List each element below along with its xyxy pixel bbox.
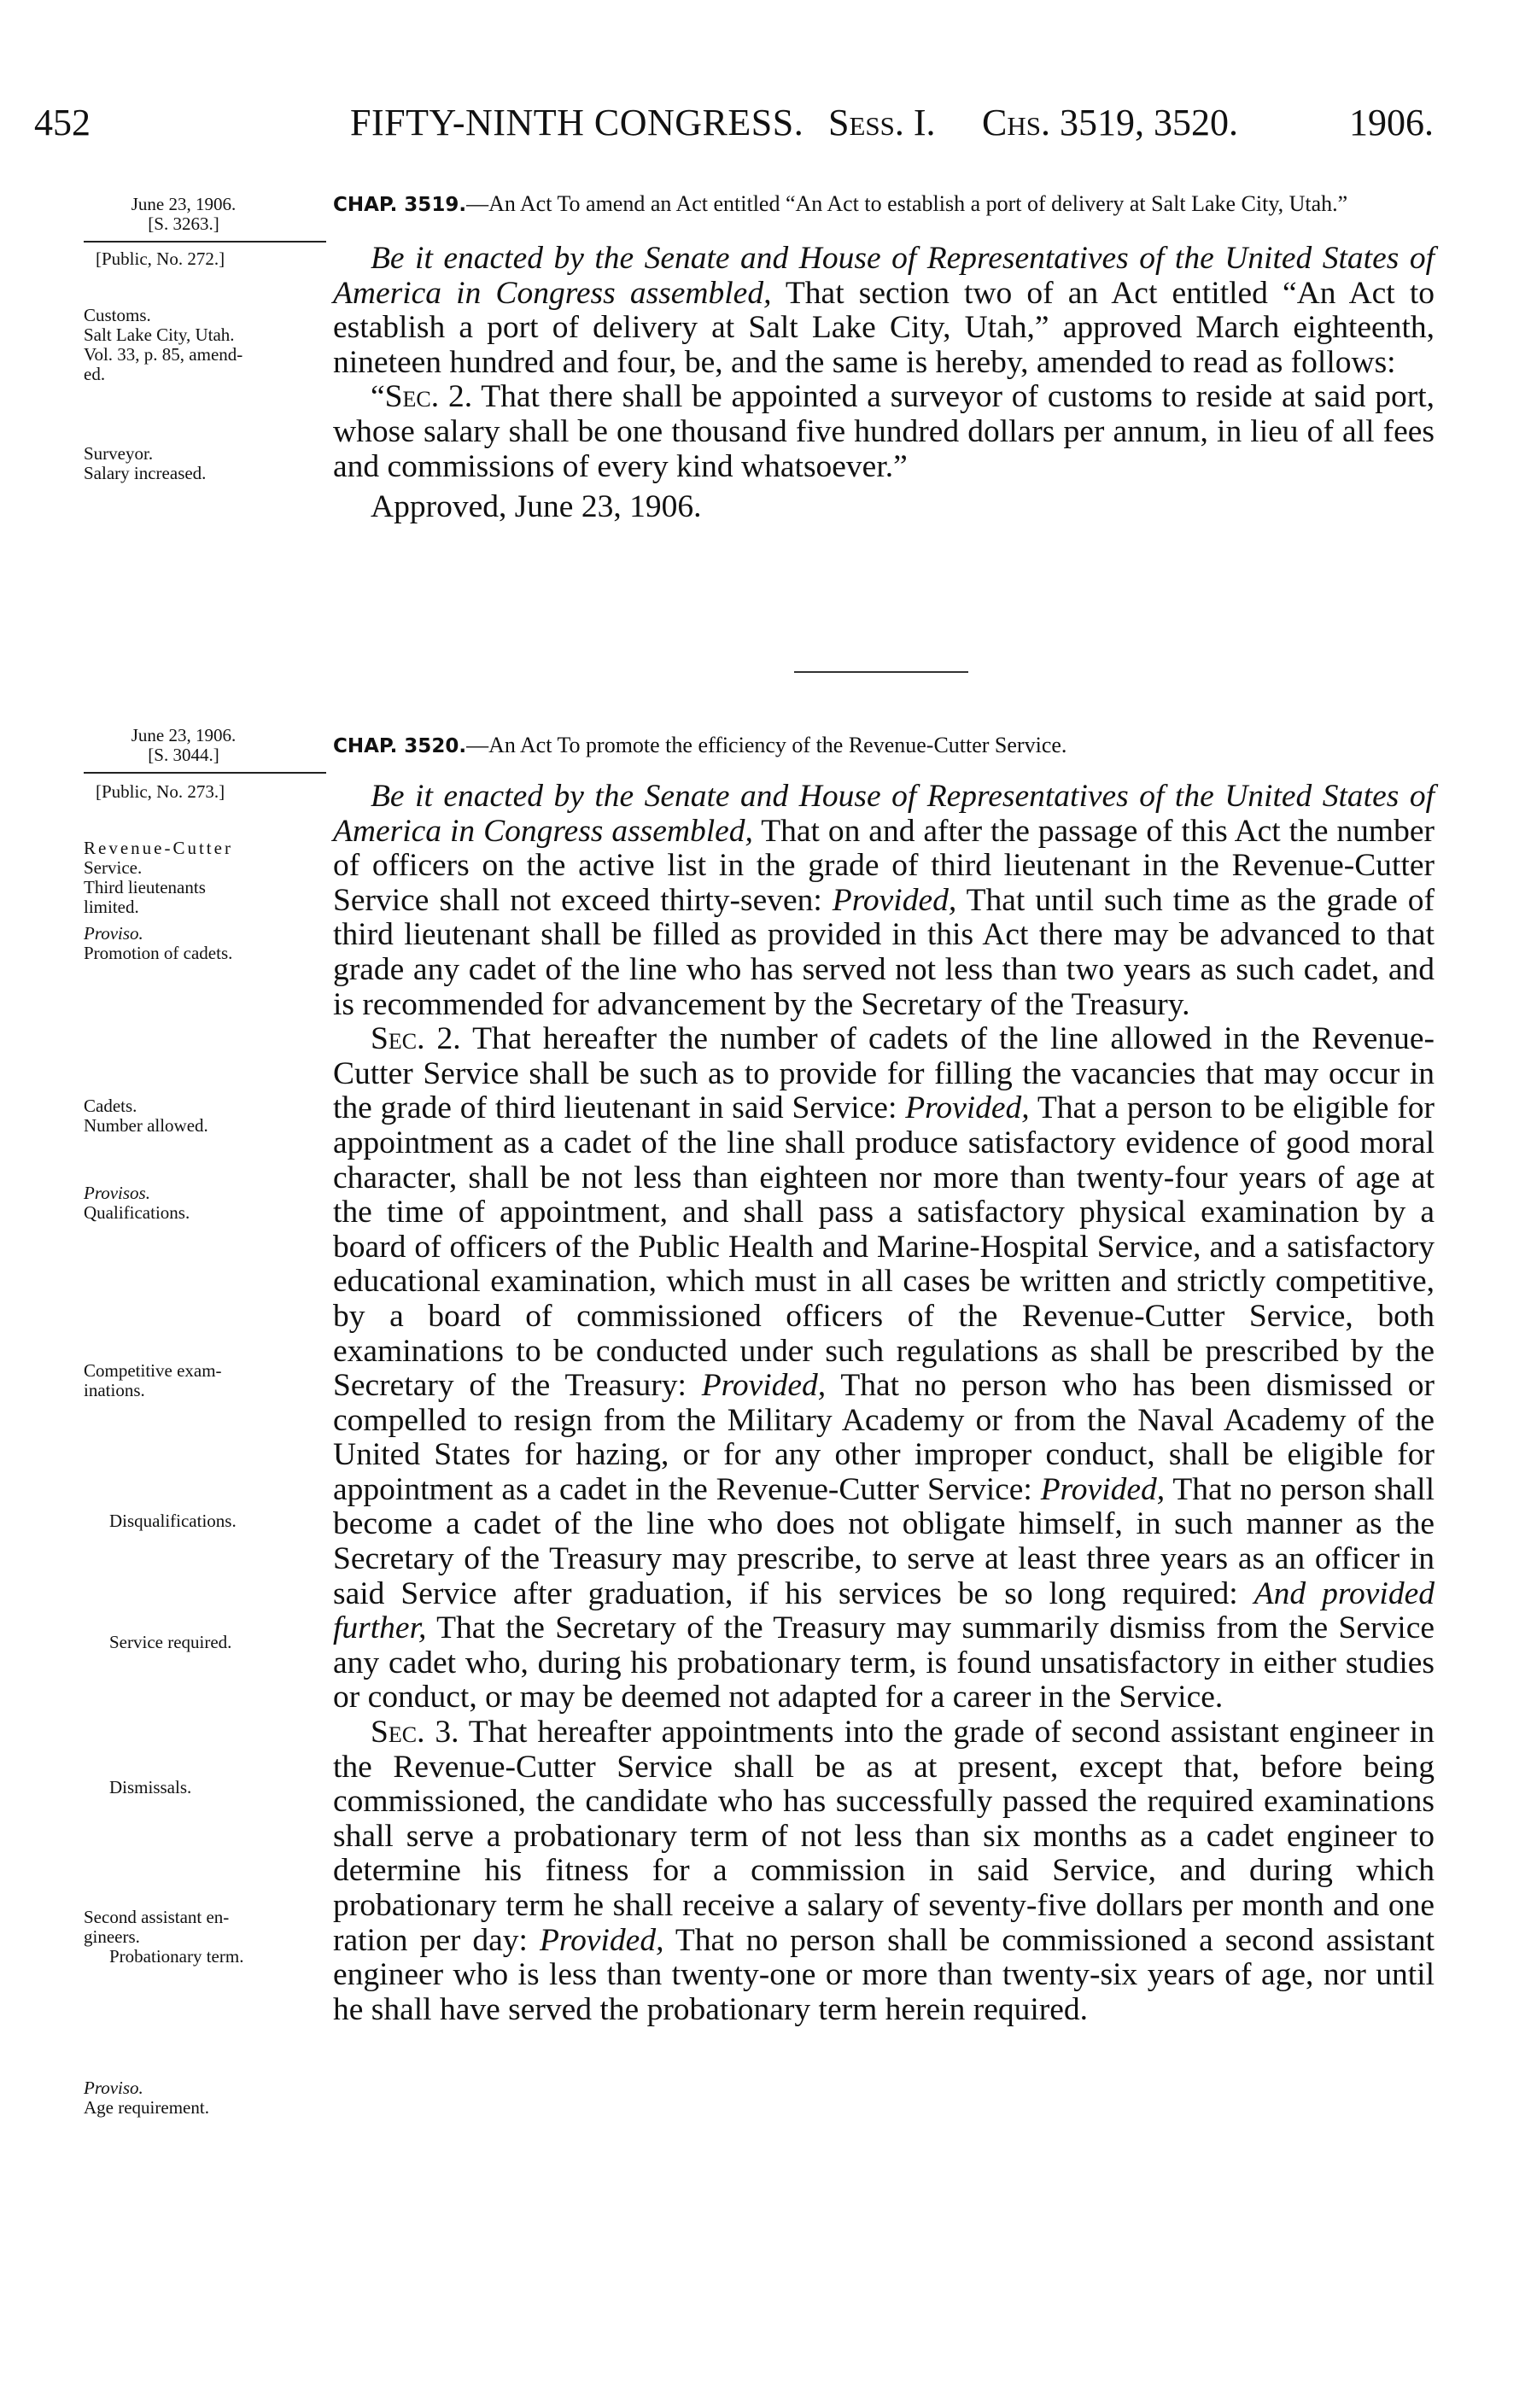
section-label: Sec. 2.: [371, 1021, 461, 1057]
margin-note-customs: Customs. Salt Lake City, Utah. Vol. 33, p. 85, amend- ed.: [84, 305, 243, 384]
enacting-clause: Be it enacted by the Senate and House of Representatives of the United States of America in Congress assembled,: [333, 241, 1435, 311]
margin-note-disqualifications: Disqualifications.: [109, 1511, 237, 1531]
chap3520-section-3: Sec. 3. That hereafter appointments into the grade of second assistant engineer in the Revenue-Cutter Service shall be as at present, except that, before being commissioned, the candidate who has successfully passed the required examinations shall serve a probationary term of not less than six months as a cadet engineer to determine his fitness for a commission in said Service, and during which probationary term he shall receive a salary of seventy-five dollars per month and one ration per day: Provided, That no person shall be commissioned a second assistant engineer who is less than twenty-one or more than twenty-six years of age, nor until he shall have served the probationary term herein required.: [333, 1715, 1435, 2027]
margin-note-dismissals: Dismissals.: [109, 1777, 192, 1797]
margin-note-service-required: Service required.: [109, 1632, 232, 1652]
margin-chap3520-date: June 23, 1906. [S. 3044.]: [131, 725, 237, 765]
margin-note-competitive: Competitive exam- inations.: [84, 1360, 222, 1400]
margin-rule: [84, 241, 326, 243]
chap3520-number: CHAP. 3520.: [333, 735, 467, 757]
session-label: Sess. I.: [828, 102, 936, 143]
margin-public-law: [Public, No. 272.]: [96, 248, 225, 269]
chap3519-enacting-paragraph: Be it enacted by the Senate and House of Representatives of the United States of America in Congress assembled, That section two of an Act entitled “An Act to establish a port of delivery at Salt Lake City, Utah,” approved March eighteenth, nineteen hundred and four, be, and the same is hereby, amended to read as follows:: [333, 241, 1435, 380]
chap3519-section-2: “Sec. 2. That there shall be appointed a surveyor of customs to reside at said port, whose salary shall be one thousand five hundred dollars per annum, in lieu of all fees and commissions of every kind whatsoever.”: [333, 379, 1435, 484]
chap3520-section-2: Sec. 2. That hereafter the number of cadets of the line allowed in the Revenue-Cutter Service shall be such as to provide for filling the vacancies that may occur in the grade of third lieutenant in said Service: Provided, That a person to be eligible for appointment as a cadet of the line shall produce satisfactory evidence of good moral character, shall be not less than eighteen nor more than twenty-four years of age at the time of appointment, and shall pass a satisfactory physical examination by a board of officers of the Public Health and Marine-Hospital Service, and a satisfactory educational examination, which must in all cases be written and strictly competitive, by a board of commissioned officers of the Revenue-Cutter Service, both examinations to be conducted under such regulations as shall be prescribed by the Secretary of the Treasury: Provided, That no person who has been dismissed or compelled to resign from the Military Academy or from the Naval Academy of the United States for hazing, or for any other improper conduct, shall be eligible for appointment as a cadet in the Revenue-Cutter Service: Provided, That no person shall become a cadet of the line who does not obligate himself, in such manner as the Secretary of the Treasury may prescribe, to serve at least three years as an officer in said Service after graduation, if his services be so long required: And provided further, That the Secretary of the Treasury may summarily dismiss from the Service any cadet who, during his probationary term, is found unsatisfactory in either studies or conduct, or may be deemed not adapted for a career in the Service.: [333, 1021, 1435, 1715]
margin-rule: [84, 772, 326, 774]
chap3519-approved: Approved, June 23, 1906.: [371, 489, 702, 525]
chap3520-body: [333, 731, 1435, 2027]
margin-note-cadets: Cadets. Number allowed.: [84, 1096, 208, 1136]
chap3519-body: [333, 190, 1435, 525]
section-label: “Sec. 2.: [371, 379, 473, 415]
chap3519-title: —An Act To amend an Act entitled “An Act to establish a port of delivery at Salt Lake City, Utah.”: [466, 191, 1348, 216]
margin-note-surveyor: Surveyor. Salary increased.: [84, 443, 207, 483]
margin-public-law: [Public, No. 273.]: [96, 781, 225, 802]
margin-note-age: Proviso. Age requirement.: [84, 2078, 209, 2118]
margin-note-revenue-cutter: Revenue-Cutter Service. Third lieutenants limited.: [84, 838, 233, 917]
chapters-label: Chs. 3519, 3520.: [982, 102, 1238, 143]
margin-note-second-engineers: Second assistant en- gineers. Probationary term.: [84, 1907, 244, 1967]
margin-chap3519-date: June 23, 1906. [S. 3263.]: [131, 194, 237, 234]
chapter-separator-rule: [794, 671, 968, 673]
congress-title: FIFTY-NINTH CONGRESS.: [350, 102, 804, 143]
section-label: Sec. 3.: [371, 1715, 459, 1750]
header-year: 1906.: [1349, 102, 1434, 143]
chap3520-enacting-paragraph: Be it enacted by the Senate and House of Representatives of the United States of America in Congress assembled, That on and after the passage of this Act the number of officers on the active list in the grade of third lieutenant in the Revenue-Cutter Service shall not exceed thirty-seven: Provided, That until such time as the grade of third lieutenant shall be filled as provided in this Act there may be advanced to that grade any cadet of the line who has served not less than two years as such cadet, and is recommended for advancement by the Secretary of the Treasury.: [333, 779, 1435, 1022]
margin-note-promotion: Proviso. Promotion of cadets.: [84, 923, 233, 963]
chap3519-number: CHAP. 3519.: [333, 194, 467, 216]
chap3519-heading: [333, 190, 1435, 219]
enacting-clause: Be it enacted by the Senate and House of Representatives of the United States of America in Congress assembled,: [333, 779, 1435, 849]
chap3520-title: —An Act To promote the efficiency of the Revenue-Cutter Service.: [466, 733, 1067, 757]
running-header: [34, 101, 1435, 152]
page-number: 452: [34, 102, 91, 143]
chap3520-heading: [333, 731, 1435, 761]
margin-note-qualifications: Provisos. Qualifications.: [84, 1183, 190, 1223]
